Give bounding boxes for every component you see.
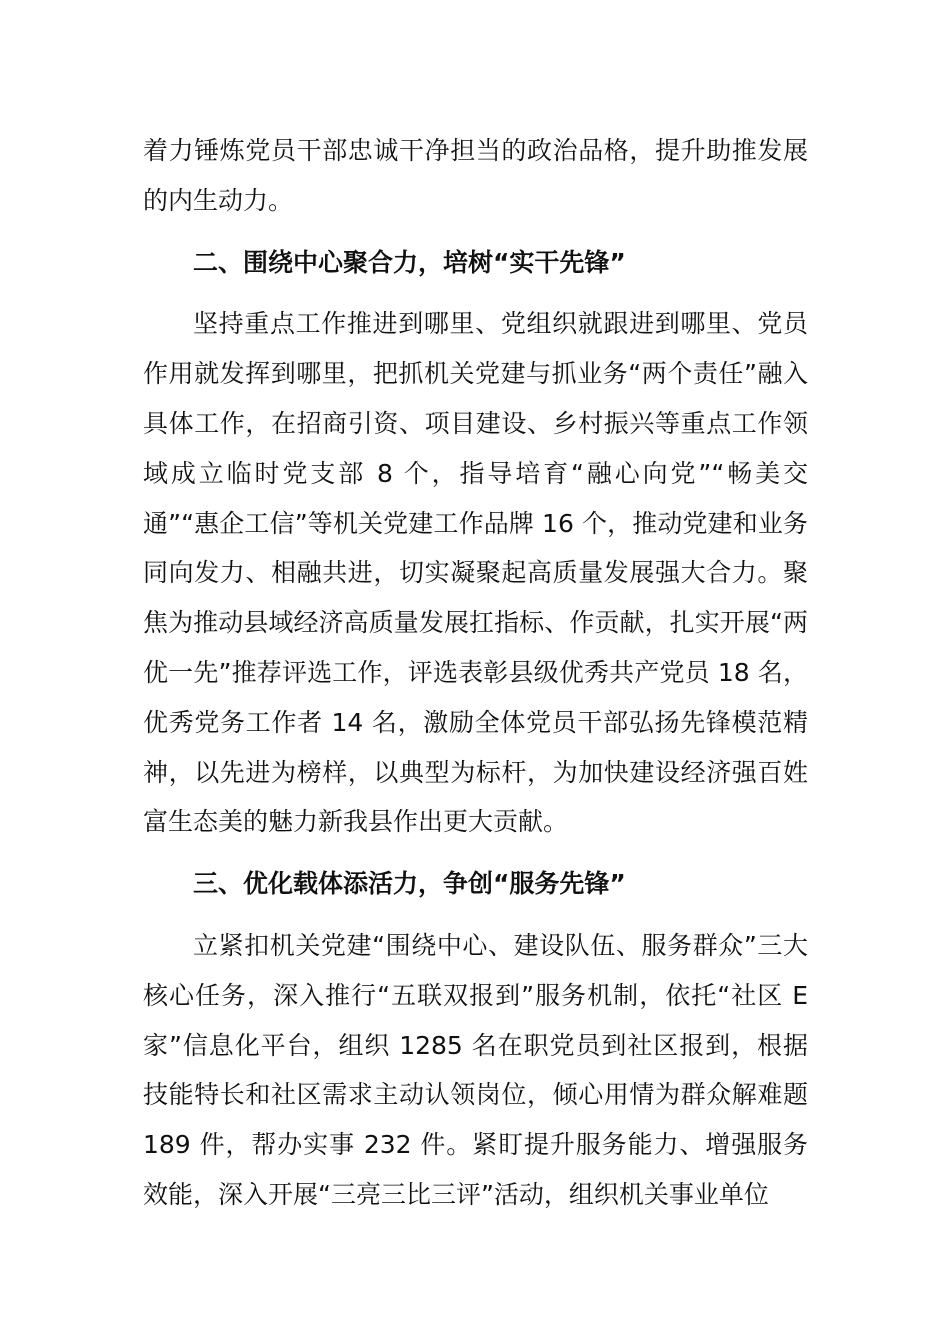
document-body: [143, 126, 808, 1220]
intro-continuation: 着力锤炼党员干部忠诚干净担当的政治品格，提升助推发展的内生动力。: [143, 136, 808, 215]
section-heading-3: 三、优化载体添活力，争创“服务先锋”: [193, 869, 626, 899]
section-heading-2: 二、围绕中心聚合力，培树“实干先锋”: [193, 247, 626, 277]
section-body-3: 立紧扣机关党建“围绕中心、建设队伍、服务群众”三大核心任务，深入推行“五联双报到”服务机制，依托“社区 E 家”信息化平台，组织 1285 名在职党员到社区报到，根据技能特长和社区需求主动认领岗位，倾心用情为群众解难题 189 件，帮办实事 232 件。紧盯提升服务能力、增强服务效能，深入开展“三亮三比三评”活动，组织机关事业单位: [143, 930, 808, 1209]
section-body-2: 坚持重点工作推进到哪里、党组织就跟进到哪里、党员作用就发挥到哪里，把抓机关党建与抓业务“两个责任”融入具体工作，在招商引资、项目建设、乡村振兴等重点工作领域成立临时党支部 8 个，指导培育“融心向党”“畅美交通”“惠企工信”等机关党建工作品牌 16 个，推动党建和业务同向发力、相融共进，切实凝聚起高质量发展强大合力。聚焦为推动县域经济高质量发展扛指标、作贡献，扎实开展“两优一先”推荐评选工作，评选表彰县级优秀共产党员 18 名，优秀党务工作者 14 名，激励全体党员干部弘扬先锋模范精神，以先进为榜样，以典型为标杆，为加快建设经济强百姓富生态美的魅力新我县作出更大贡献。: [143, 309, 808, 837]
